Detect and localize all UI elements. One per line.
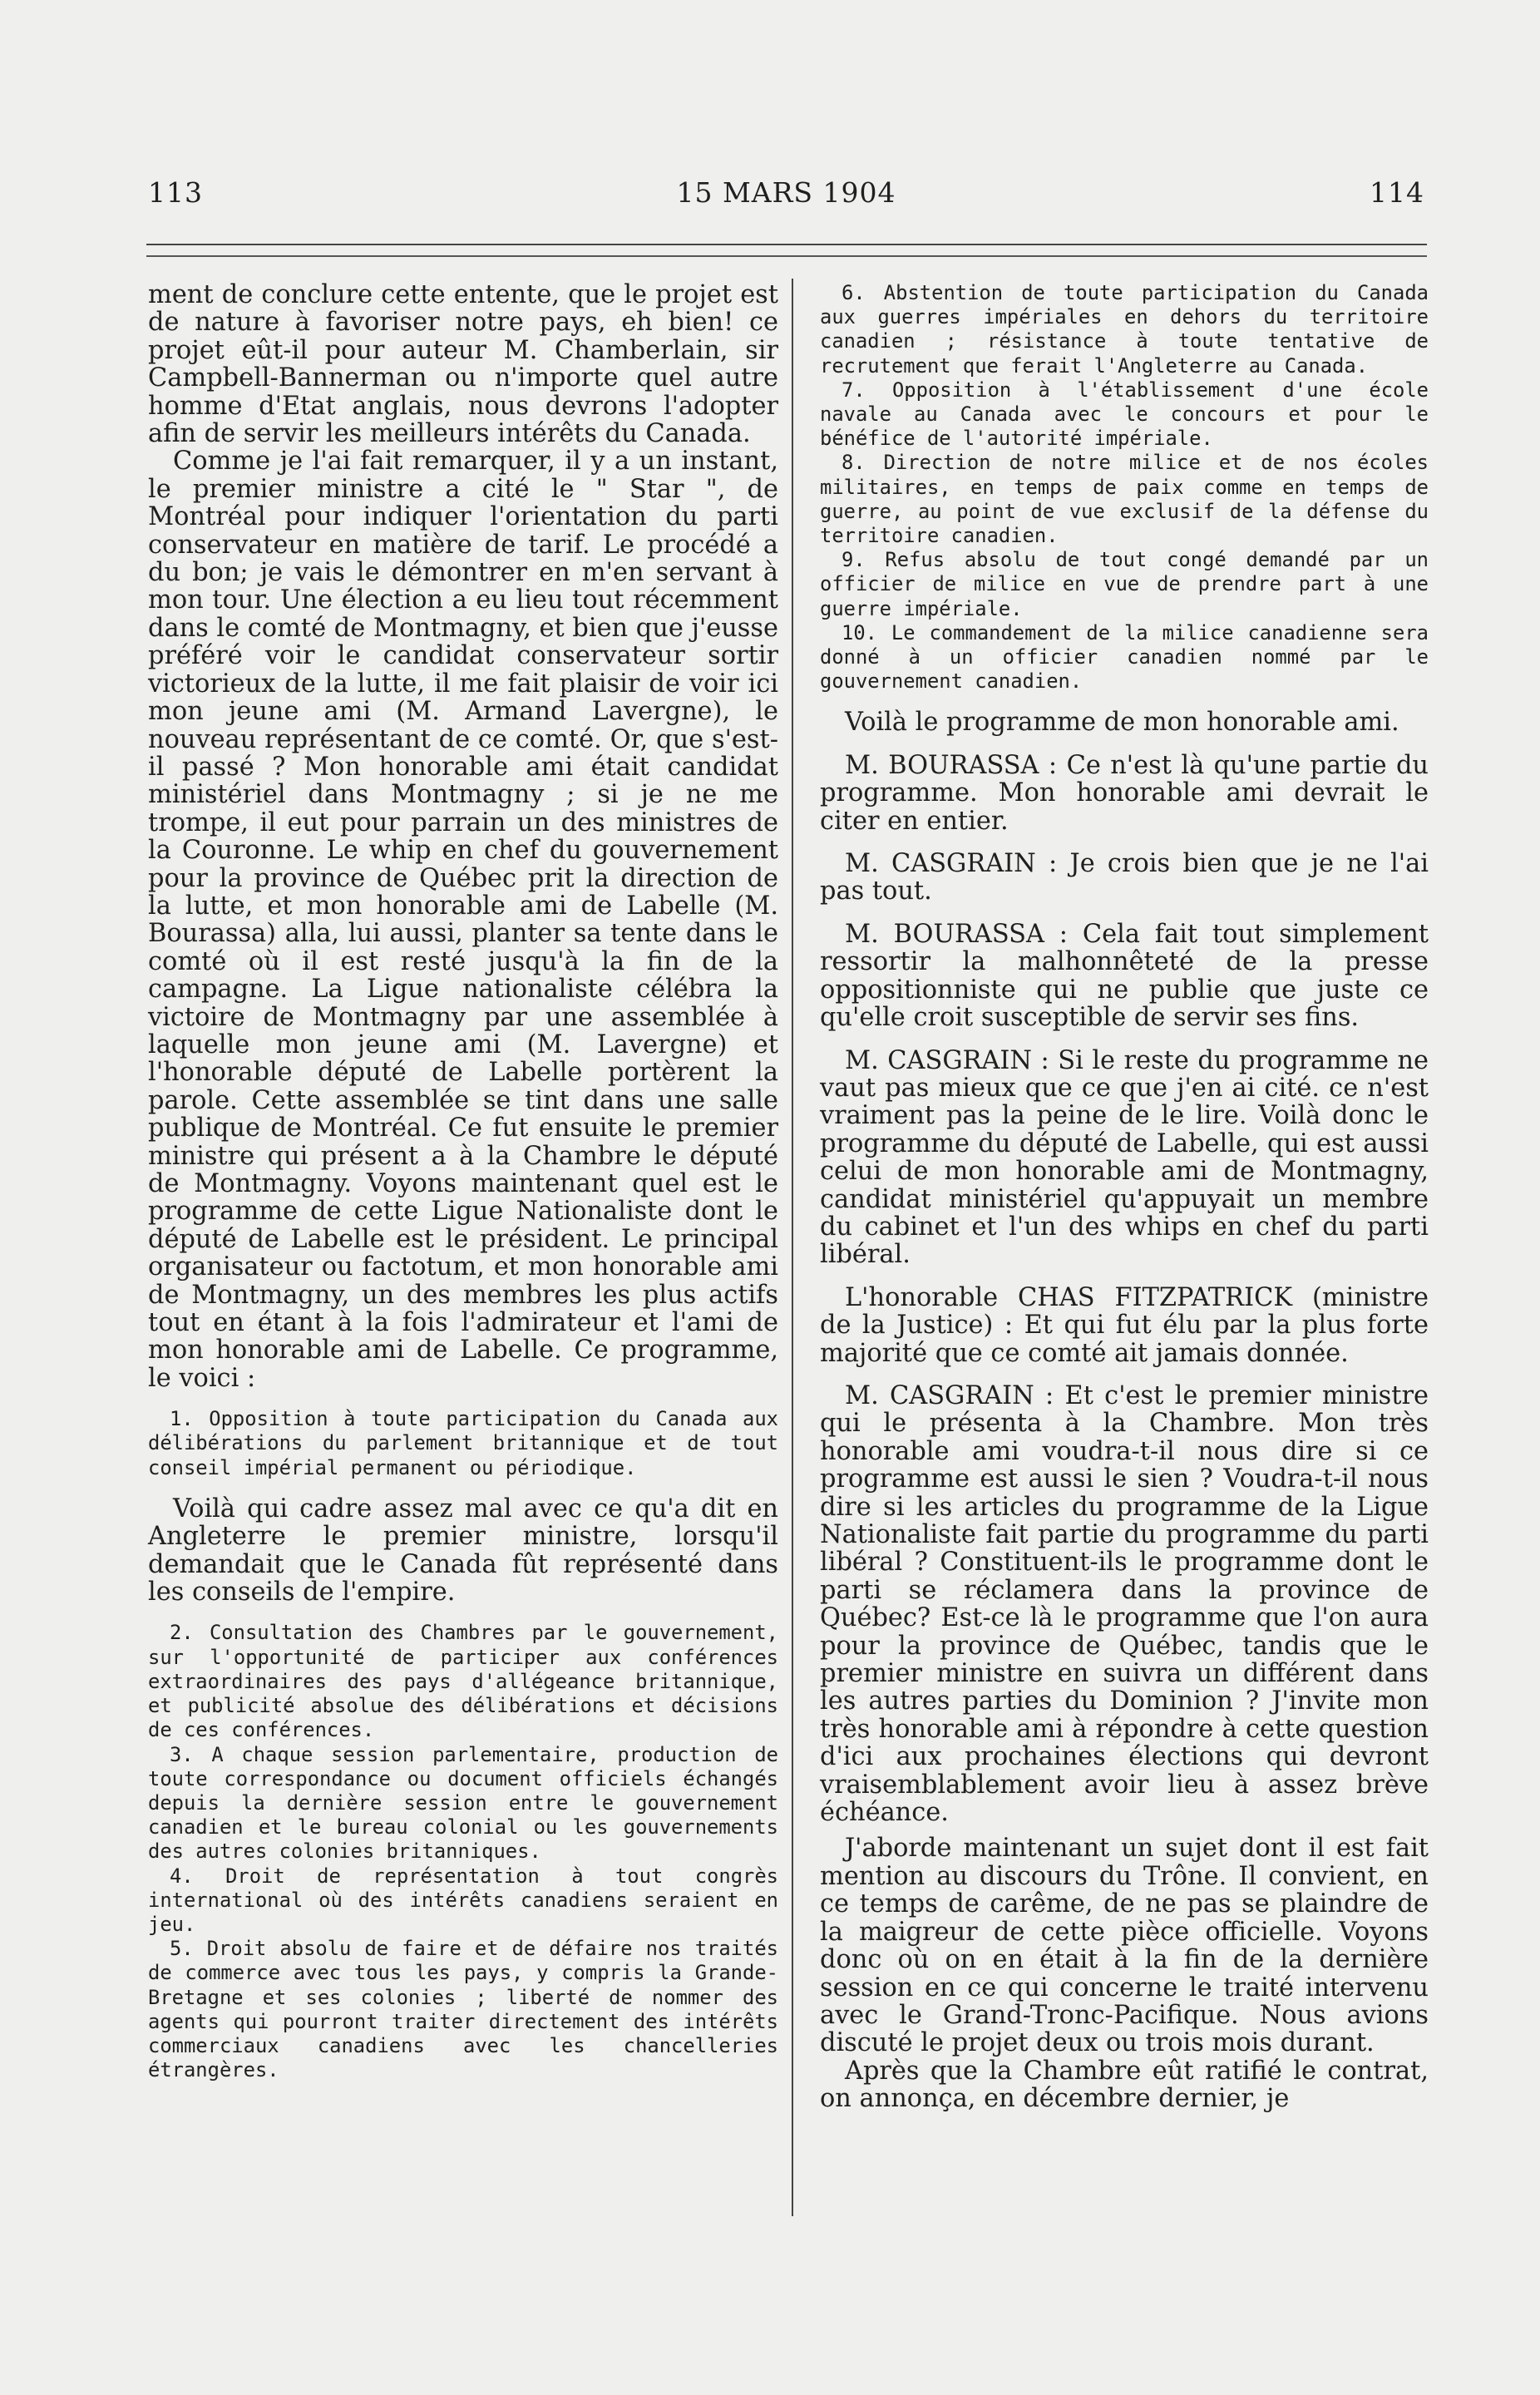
page-date-title: 15 MARS 1904 bbox=[676, 176, 896, 209]
program-list bbox=[820, 281, 1429, 694]
paragraph: J'aborde maintenant un sujet dont il est fait mention au discours du Trône. Il convient, en ce temps de carême, de ne pas se plaindre de la maigreur de cette pièce officielle. Voyons donc où on en était à la fin de la dernière session en ce qui concerne le traité intervenu avec le Grand-Tronc-Pacifique. Nous avions discuté le projet deux ou trois mois durant. bbox=[820, 1834, 1429, 2058]
header-rule-top bbox=[146, 244, 1427, 245]
list-item: 1. Opposition à toute participation du Canada aux délibérations du parlement britannique et de tout conseil impérial permanent ou périodique. bbox=[148, 1407, 778, 1479]
column-divider bbox=[792, 279, 793, 2216]
right-column bbox=[820, 281, 1429, 2113]
paragraph: M. BOURASSA : Cela fait tout simplement ressortir la malhonnêteté de la presse oppositionniste qui ne publie que juste ce qu'elle croit susceptible de servir ses fins. bbox=[820, 919, 1429, 1033]
page-header bbox=[148, 176, 1424, 226]
paragraph: Voilà qui cadre assez mal avec ce qu'a dit en Angleterre le premier ministre, lorsqu'il demandait que le Canada fût représenté dans les conseils de l'empire. bbox=[148, 1494, 778, 1607]
paragraph: ment de conclure cette entente, que le projet est de nature à favoriser notre pays, eh bien! ce projet eût-il pour auteur M. Chamberlain, sir Campbell-Bannerman ou n'importe quel autre homme d'Etat anglais, nous devrons l'adopter afin de servir les meilleurs intérêts du Canada. bbox=[148, 280, 778, 449]
header-rule-bottom bbox=[146, 255, 1427, 257]
list-item: 2. Consultation des Chambres par le gouvernement, sur l'opportunité de participer aux conférences extraordinaires des pays d'allégeance britannique, et publicité absolue des délibérations et décisions de ces conférences. bbox=[148, 1621, 778, 1742]
list-item: 6. Abstention de toute participation du Canada aux guerres impériales en dehors du territoire canadien ; résistance à toute tentative de recrutement que ferait l'Angleterre au Canada. bbox=[820, 281, 1429, 378]
page-number-left: 113 bbox=[148, 176, 203, 209]
list-item: 8. Direction de notre milice et de nos écoles militaires, en temps de paix comme en temps de guerre, au point de vue exclusif de la défense du territoire canadien. bbox=[820, 451, 1429, 548]
list-item: 9. Refus absolu de tout congé demandé par un officier de milice en vue de prendre part à une guerre impériale. bbox=[820, 548, 1429, 620]
page-number-right: 114 bbox=[1370, 176, 1424, 209]
list-item: 7. Opposition à l'établissement d'une école navale au Canada avec le concours et pour le bénéfice de l'autorité impériale. bbox=[820, 378, 1429, 451]
paragraph: L'honorable CHAS FITZPATRICK (ministre de la Justice) : Et qui fut élu par la plus forte majorité que ce comté ait jamais donnée. bbox=[820, 1282, 1429, 1368]
paragraph: M. CASGRAIN : Et c'est le premier ministre qui le présenta à la Chambre. Mon très honorable ami voudra-t-il nous dire si ce programme est aussi le sien ? Voudra-t-il nous dire si les articles du programme de la Ligue Nationaliste fait partie du programme du parti libéral ? Constituent-ils le programme dont le parti se réclamera dans la province de Québec? Est-ce là le programme que l'on aura pour la province de Québec, tandis que le premier ministre en suivra un différent dans les autres parties du Dominion ? J'invite mon très honorable ami à répondre à cette question d'ici aux prochaines élections qui devront vraisemblablement avoir lieu à assez brève échéance. bbox=[820, 1380, 1429, 1828]
list-item: 3. A chaque session parlementaire, production de toute correspondance ou document officiels échangés depuis la dernière session entre le gouvernement canadien et le bureau colonial ou les gouvernements des autres colonies britanniques. bbox=[148, 1742, 778, 1864]
paragraph: M. CASGRAIN : Si le reste du programme ne vaut pas mieux que ce que j'en ai cité. ce n'est vraiment pas la peine de le lire. Voilà donc le programme du député de Labelle, qui est aussi celui de mon honorable ami de Montmagny, candidat ministériel qu'appuyait un membre du cabinet et l'un des whips en chef du parti libéral. bbox=[820, 1045, 1429, 1270]
paragraph: Comme je l'ai fait remarquer, il y a un instant, le premier ministre a cité le " Star ", de Montréal pour indiquer l'orientation du parti conservateur en matière de tarif. Le procédé a du bon; je vais le démontrer en m'en servant à mon tour. Une élection a eu lieu tout récemment dans le comté de Montmagny, et bien que j'eusse préféré voir le candidat conservateur sortir victorieux de la lutte, il me fait plaisir de voir ici mon jeune ami (M. Armand Lavergne), le nouveau représentant de ce comté. Or, que s'est-il passé ? Mon honorable ami était candidat ministériel dans Montmagny ; si je ne me trompe, il eut pour parrain un des ministres de la Couronne. Le whip en chef du gouvernement pour la province de Québec prit la direction de la lutte, et mon honorable ami de Labelle (M. Bourassa) alla, lui aussi, planter sa tente dans le comté où il est resté jusqu'à la fin de la campagne. La Ligue nationaliste célébra la victoire de Montmagny par une assemblée à laquelle mon jeune ami (M. Lavergne) et l'honorable député de Labelle portèrent la parole. Cette assemblée se tint dans une salle publique de Montréal. Ce fut ensuite le premier ministre qui présent a à la Chambre le député de Montmagny. Voyons maintenant quel est le programme de cette Ligue Nationaliste dont le député de Labelle est le président. Le principal organisateur ou factotum, et mon honorable ami de Montmagny, un des membres les plus actifs tout en étant à la fois l'admirateur et l'ami de mon honorable ami de Labelle. Ce programme, le voici : bbox=[148, 447, 778, 1393]
left-column bbox=[148, 281, 778, 2082]
paragraph: M. BOURASSA : Ce n'est là qu'une partie du programme. Mon honorable ami devrait le citer en entier. bbox=[820, 750, 1429, 836]
list-item: 10. Le commandement de la milice canadienne sera donné à un officier canadien nommé par le gouvernement canadien. bbox=[820, 620, 1429, 694]
list-item: 5. Droit absolu de faire et de défaire nos traités de commerce avec tous les pays, y compris la Grande-Bretagne et ses colonies ; liberté de nommer des agents qui pourront traiter directement des intérêts commerciaux canadiens avec les chancelleries étrangères. bbox=[148, 1937, 778, 2082]
paragraph: Voilà le programme de mon honorable ami. bbox=[845, 708, 1399, 738]
paragraph: Après que la Chambre eût ratifié le contrat, on annonça, en décembre dernier, je bbox=[820, 2056, 1429, 2114]
program-list bbox=[148, 1621, 778, 2082]
program-list bbox=[148, 1407, 778, 1480]
list-item: 4. Droit de représentation à tout congrès international où des intérêts canadiens seraient en jeu. bbox=[148, 1864, 778, 1936]
paragraph: M. CASGRAIN : Je crois bien que je ne l'ai pas tout. bbox=[820, 849, 1429, 906]
